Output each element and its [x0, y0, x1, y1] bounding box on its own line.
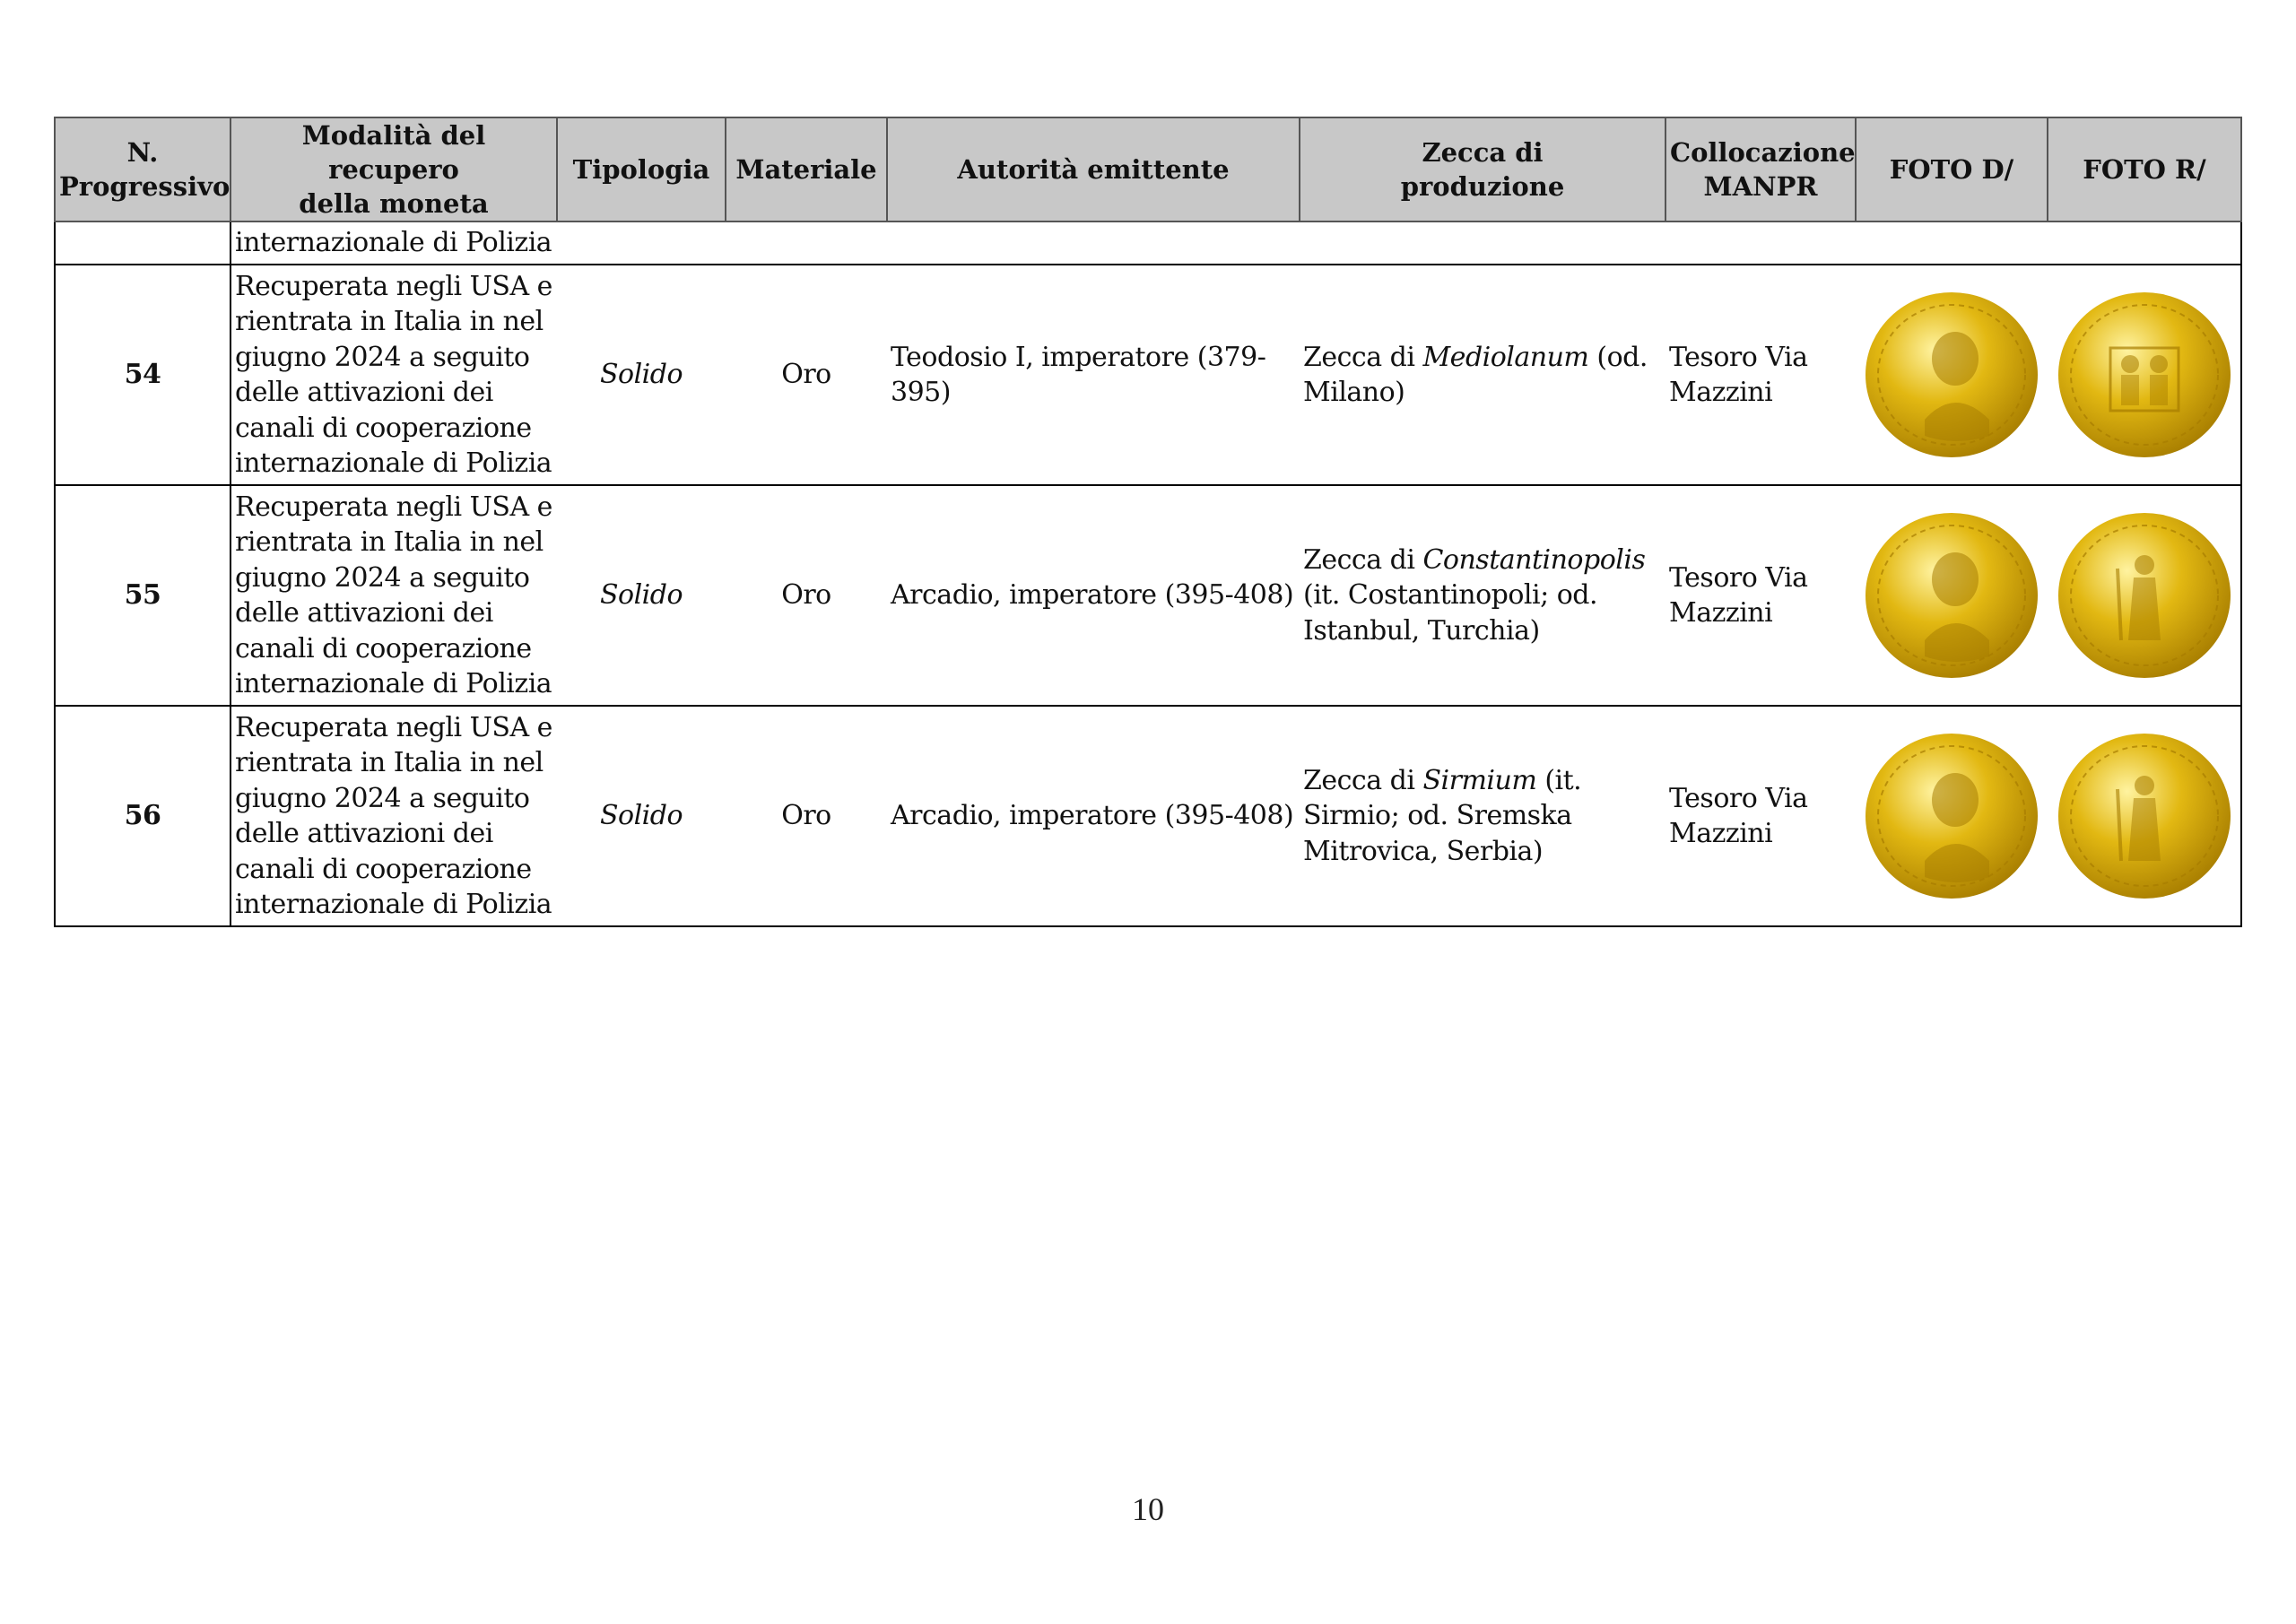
- cell-number: 55: [55, 485, 230, 706]
- mint-prefix: Zecca di: [1303, 764, 1423, 796]
- mint-prefix: Zecca di: [1303, 341, 1423, 373]
- cell-empty: [887, 221, 1300, 265]
- coin-reverse-photo: [2048, 485, 2241, 706]
- coin-inventory-table: [54, 117, 2242, 927]
- mint-name: Mediolanum: [1422, 341, 1589, 373]
- header-photo-obverse: FOTO D/: [1856, 117, 2048, 221]
- mint-suffix: (it. Sirmio; od. Sremska Mitrovica, Serbia): [1303, 764, 1582, 867]
- cell-number: 54: [55, 265, 230, 485]
- cell-authority: Arcadio, imperatore (395-408): [887, 485, 1300, 706]
- cell-type: Solido: [557, 706, 726, 926]
- cell-material: Oro: [726, 265, 887, 485]
- header-authority: Autorità emittente: [887, 117, 1300, 221]
- header-photo-reverse: FOTO R/: [2048, 117, 2241, 221]
- coin-obverse-icon: [1862, 285, 2041, 465]
- cell-empty: [55, 221, 230, 265]
- cell-location: Tesoro Via Mazzini: [1665, 265, 1856, 485]
- mint-suffix: (it. Costantinopoli; od. Istanbul, Turchia): [1303, 579, 1598, 647]
- table-row: [55, 265, 2241, 485]
- cell-empty: [1665, 221, 1856, 265]
- cell-type: Solido: [557, 485, 726, 706]
- cell-material: Oro: [726, 706, 887, 926]
- coin-obverse-photo: [1856, 706, 2048, 926]
- header-type: Tipologia: [557, 117, 726, 221]
- cell-type: Solido: [557, 265, 726, 485]
- coin-reverse-icon: [2055, 506, 2234, 685]
- table-row-continuation: [55, 221, 2241, 265]
- table-row: [55, 706, 2241, 926]
- cell-location: Tesoro Via Mazzini: [1665, 485, 1856, 706]
- header-number: N. Progressivo: [55, 117, 230, 221]
- coin-reverse-icon: [2055, 726, 2234, 906]
- table-header-row: [55, 117, 2241, 221]
- coin-reverse-photo: [2048, 706, 2241, 926]
- header-recovery: Modalità del recupero della moneta: [230, 117, 557, 221]
- cell-empty: [1856, 221, 2048, 265]
- header-mint: Zecca di produzione: [1300, 117, 1665, 221]
- cell-location: Tesoro Via Mazzini: [1665, 706, 1856, 926]
- coin-reverse-photo: [2048, 265, 2241, 485]
- coin-obverse-icon: [1862, 726, 2041, 906]
- cell-mint: [1300, 265, 1665, 485]
- coin-obverse-photo: [1856, 265, 2048, 485]
- cell-authority: Teodosio I, imperatore (379-395): [887, 265, 1300, 485]
- cell-empty: [1300, 221, 1665, 265]
- mint-suffix: (od. Milano): [1303, 341, 1648, 408]
- cell-mint: [1300, 706, 1665, 926]
- header-location: Collocazione MANPR: [1665, 117, 1856, 221]
- cell-mint: [1300, 485, 1665, 706]
- page-number: 10: [1132, 1491, 1164, 1527]
- cell-recovery: Recuperata negli USA e rientrata in Italia in nel giugno 2024 a seguito delle attivazioni dei canali di cooperazione internazionale di Polizia: [230, 485, 557, 706]
- cell-recovery: Recuperata negli USA e rientrata in Italia in nel giugno 2024 a seguito delle attivazioni dei canali di cooperazione internazionale di Polizia: [230, 706, 557, 926]
- cell-recovery: Recuperata negli USA e rientrata in Italia in nel giugno 2024 a seguito delle attivazioni dei canali di cooperazione internazionale di Polizia: [230, 265, 557, 485]
- cell-authority: Arcadio, imperatore (395-408): [887, 706, 1300, 926]
- mint-name: Constantinopolis: [1422, 543, 1646, 576]
- cell-empty: [2048, 221, 2241, 265]
- mint-prefix: Zecca di: [1303, 543, 1423, 576]
- coin-obverse-icon: [1862, 506, 2041, 685]
- cell-empty: [726, 221, 887, 265]
- cell-recovery-continuation: internazionale di Polizia: [230, 221, 557, 265]
- table-row: [55, 485, 2241, 706]
- coin-reverse-icon: [2055, 285, 2234, 465]
- mint-name: Sirmium: [1422, 764, 1537, 796]
- header-material: Materiale: [726, 117, 887, 221]
- cell-material: Oro: [726, 485, 887, 706]
- coin-obverse-photo: [1856, 485, 2048, 706]
- cell-empty: [557, 221, 726, 265]
- cell-number: 56: [55, 706, 230, 926]
